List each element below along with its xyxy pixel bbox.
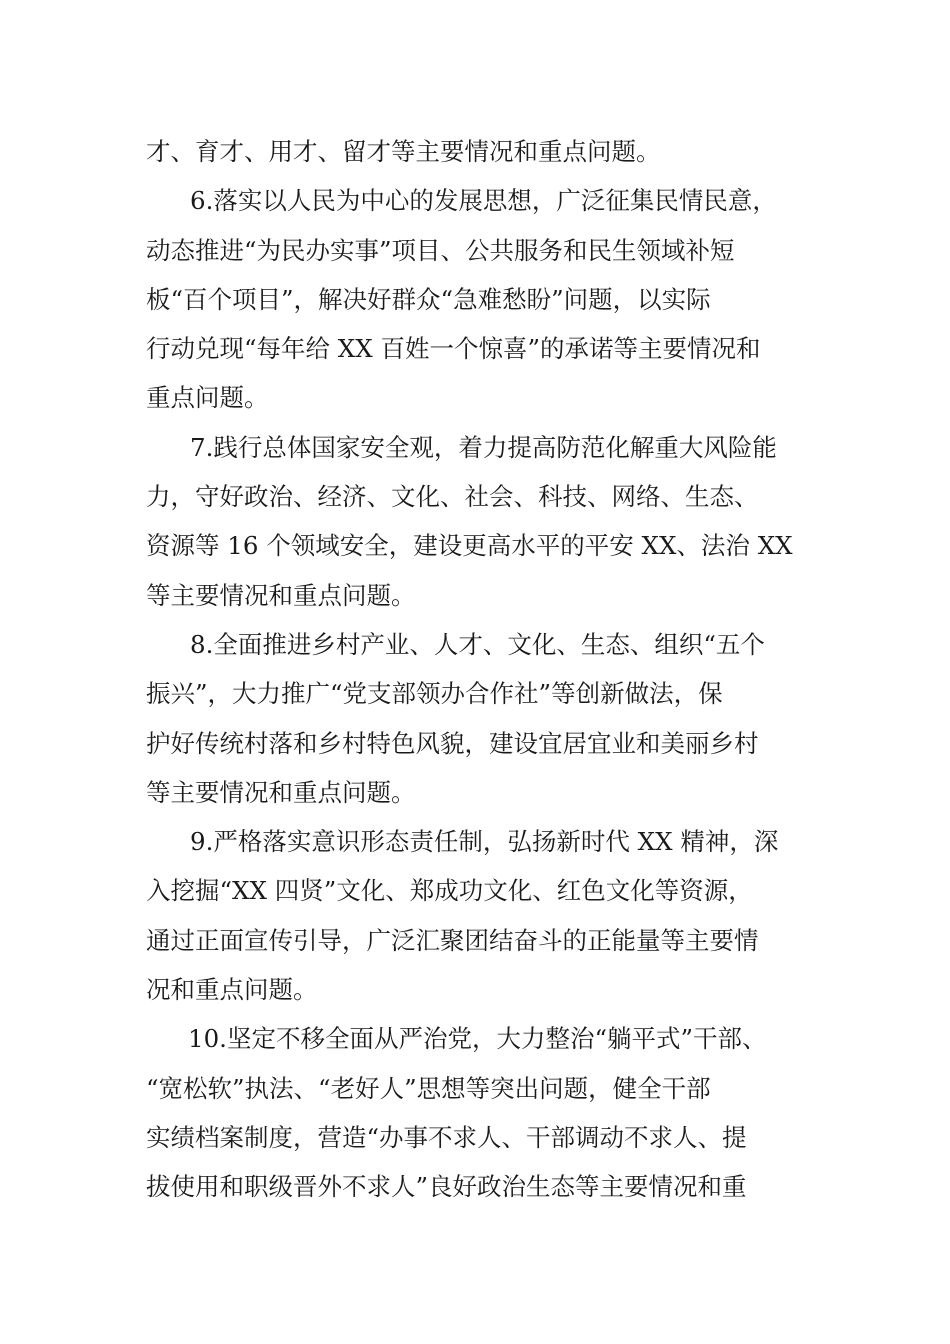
text-line: 力，守好政治、经济、文化、社会、科技、网络、生态、 [146, 482, 759, 512]
text-line: 重点问题。 [146, 383, 269, 413]
paragraph-item-7 [146, 423, 826, 620]
paragraph-item-9 [146, 817, 826, 1014]
paragraph-item-8 [146, 620, 826, 817]
text-line: 等主要情况和重点问题。 [146, 580, 416, 610]
text-line: 行动兑现“每年给 XX 百姓一个惊喜”的承诺等主要情况和 [146, 334, 761, 364]
text-line: 入挖掘“XX 四贤”文化、郑成功文化、红色文化等资源， [146, 876, 753, 906]
text-line: 况和重点问题。 [146, 975, 318, 1005]
text-line: 护好传统村落和乡村特色风貌，建设宜居宜业和美丽乡村 [146, 728, 759, 758]
text-line: 等主要情况和重点问题。 [146, 777, 416, 807]
text-line: 实绩档案制度，营造“办事不求人、干部调动不求人、提 [146, 1122, 747, 1152]
text-line: 7.践行总体国家安全观，着力提高防范化解重大风险能 [190, 432, 777, 462]
text-line: 振兴”，大力推广“党支部领办合作社”等创新做法，保 [146, 679, 723, 709]
text-line: 6.落实以人民为中心的发展思想，广泛征集民情民意， [190, 186, 777, 216]
text-line: 板“百个项目”，解决好群众“急难愁盼”问题，以实际 [146, 284, 711, 314]
text-line: 拔使用和职级晋外不求人”良好政治生态等主要情况和重 [146, 1172, 747, 1202]
text-line: 通过正面宣传引导，广泛汇聚团结奋斗的正能量等主要情 [146, 925, 759, 955]
text-line: 资源等 16 个领域安全，建设更高水平的平安 XX、法治 XX [146, 531, 793, 561]
text-line: 9.严格落实意识形态责任制，弘扬新时代 XX 精神，深 [190, 827, 779, 857]
text-line: 8.全面推进乡村产业、人才、文化、生态、组织“五个 [190, 629, 765, 659]
paragraph-continued [146, 127, 826, 176]
text-line: 才、育才、用才、留才等主要情况和重点问题。 [146, 137, 661, 166]
paragraph-item-10 [146, 1014, 826, 1211]
text-line: 动态推进“为民办实事”项目、公共服务和民生领域补短 [146, 235, 735, 265]
document-body [146, 127, 826, 1212]
paragraph-item-6 [146, 176, 826, 422]
text-line: “宽松软”执法、“老好人”思想等突出问题，健全干部 [146, 1073, 711, 1103]
text-line: 10.坚定不移全面从严治党，大力整治“躺平式”干部、 [188, 1024, 767, 1054]
